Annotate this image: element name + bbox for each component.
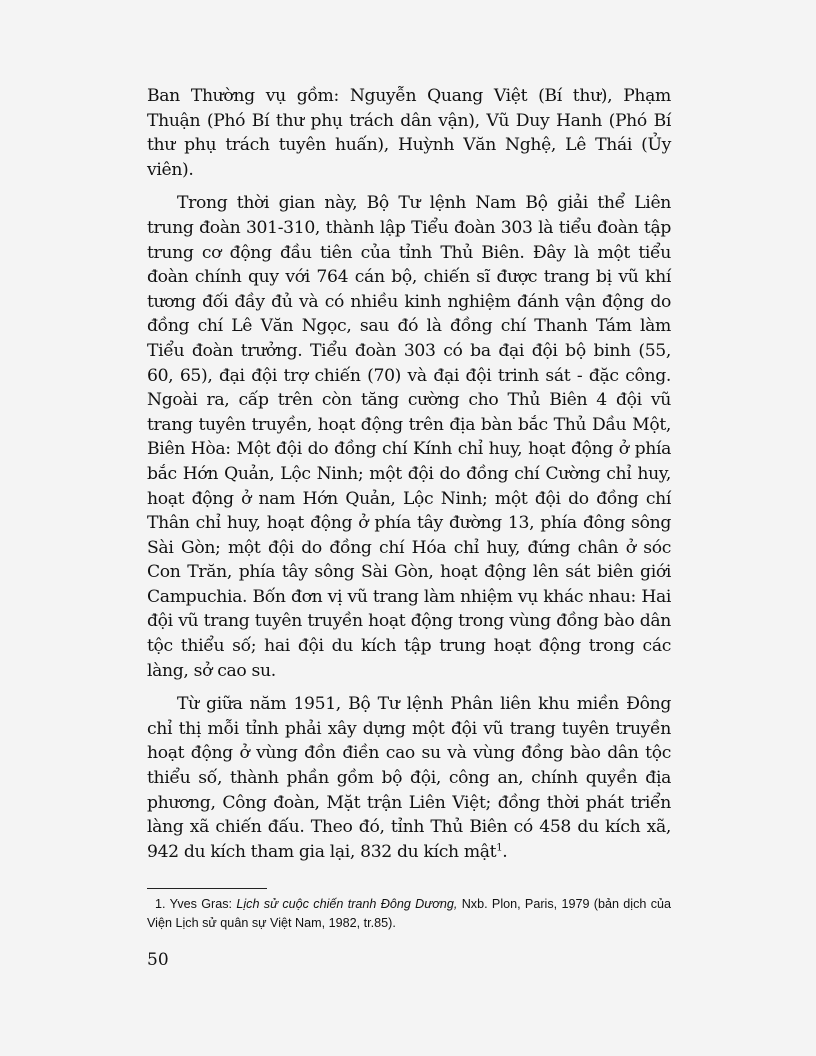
paragraph-armed-propaganda-text: Từ giữa năm 1951, Bộ Tư lệnh Phân liên khu miền Đông chỉ thị mỗi tỉnh phải xây dựng một đội vũ trang tuyên truyền hoạt động ở vùng đồn điền cao su và vùng đồng bào dân tộc thiểu số, thành phần gồm bộ đội, công an, chính quyền địa phương, Công đoàn, Mặt trận Liên Việt; đồng thời phát triển làng xã chiến đấu. Theo đó, tỉnh Thủ Biên có 458 du kích xã, 942 du kích tham gia lại, 832 du kích mật (147, 694, 671, 862)
paragraph-battalion-303: Trong thời gian này, Bộ Tư lệnh Nam Bộ giải thể Liên trung đoàn 301-310, thành lập Tiểu đoàn 303 là tiểu đoàn tập trung cơ động đầu tiên của tỉnh Thủ Biên. Đây là một tiểu đoàn chính quy với 764 cán bộ, chiến sĩ được trang bị vũ khí tương đối đầy đủ và có nhiều kinh nghiệm đánh vận động do đồng chí Lê Văn Ngọc, sau đó là đồng chí Thanh Tám làm Tiểu đoàn trưởng. Tiểu đoàn 303 có ba đại đội bộ binh (55, 60, 65), đại đội trợ chiến (70) và đại đội trinh sát - đặc công. Ngoài ra, cấp trên còn tăng cường cho Thủ Biên 4 đội vũ trang tuyên truyền, hoạt động trên địa bàn bắc Thủ Dầu Một, Biên Hòa: Một đội do đồng chí Kính chỉ huy, hoạt động ở phía bắc Hớn Quản, Lộc Ninh; một đội do đồng chí Cường chỉ huy, hoạt động ở nam Hớn Quản, Lộc Ninh; một đội do đồng chí Thân chỉ huy, hoạt động ở phía tây đường 13, phía đông sông Sài Gòn; một đội do đồng chí Hóa chỉ huy, đứng chân ở sóc Con Trăn, phía tây sông Sài Gòn, hoạt động lên sát biên giới Campuchia. Bốn đơn vị vũ trang làm nhiệm vụ khác nhau: Hai đội vũ trang tuyên truyền hoạt động trong vùng đồng bào dân tộc thiểu số; hai đội du kích tập trung hoạt động trong các làng, sở cao su. (147, 193, 671, 681)
paragraph-armed-propaganda: Từ giữa năm 1951, Bộ Tư lệnh Phân liên khu miền Đông chỉ thị mỗi tỉnh phải xây dựng một đội vũ trang tuyên truyền hoạt động ở vùng đồn điền cao su và vùng đồng bào dân tộc thiểu số, thành phần gồm bộ đội, công an, chính quyền địa phương, Công đoàn, Mặt trận Liên Việt; đồng thời phát triển làng xã chiến đấu. Theo đó, tỉnh Thủ Biên có 458 du kích xã, 942 du kích tham gia lại, 832 du kích mật$^1$. (147, 694, 671, 862)
footnote-rest: Nxb. Plon, Paris, 1979 (bản dịch của Viện Lịch sử quân sự Việt Nam, 1982, tr.85). (147, 897, 672, 931)
page-body (147, 84, 671, 933)
footnote-title: Lịch sử cuộc chiến tranh Đông Dương, (236, 897, 458, 912)
paragraph-standing-committee: Ban Thường vụ gồm: Nguyễn Quang Việt (Bí thư), Phạm Thuận (Phó Bí thư phụ trách dân vận), Vũ Duy Hanh (Phó Bí thư phụ trách tuyên huấn), Huỳnh Văn Nghệ, Lê Thái (Ủy viên). (147, 86, 671, 180)
footnote-number: 1. (155, 897, 166, 912)
page-number: 50 (147, 950, 169, 970)
footnote-divider (147, 888, 267, 889)
footnote-reference: 1 (496, 842, 503, 854)
footnote (147, 895, 671, 933)
footnote-author: Yves Gras: (169, 897, 233, 912)
